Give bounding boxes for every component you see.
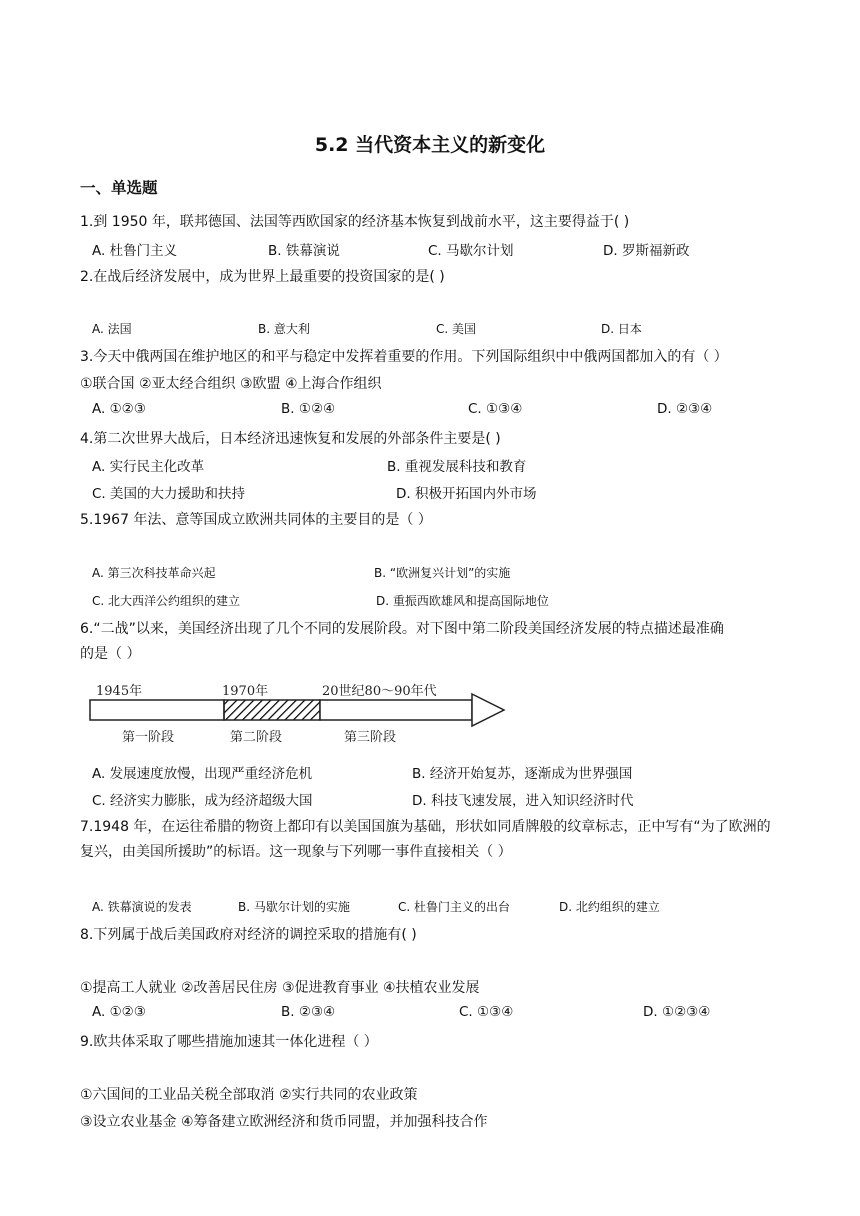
option-b[interactable]: B. 意大利 xyxy=(258,322,310,336)
question-1: 1.到 1950 年，联邦德国、法国等西欧国家的经济基本恢复到战前水平，这主要得益于( ) xyxy=(80,214,630,230)
section-heading: 一、单选题 xyxy=(80,179,158,197)
question-2: 2.在战后经济发展中，成为世界上最重要的投资国家的是( ) xyxy=(80,269,445,285)
question-3-items: ①联合国 ②亚太经合组织 ③欧盟 ④上海合作组织 xyxy=(80,376,382,392)
option-d[interactable]: D. ①②③④ xyxy=(643,1004,711,1020)
option-b[interactable]: B. “欧洲复兴计划”的实施 xyxy=(374,566,511,580)
stage-2-bar xyxy=(224,700,320,720)
option-b[interactable]: B. 铁幕演说 xyxy=(268,243,340,259)
question-9-items-2: ③设立农业基金 ④筹备建立欧洲经济和货币同盟，并加强科技合作 xyxy=(80,1114,488,1130)
option-a[interactable]: A. 杜鲁门主义 xyxy=(92,243,178,259)
option-b[interactable]: B. ①②④ xyxy=(281,401,336,417)
timeline-arrowhead xyxy=(472,694,504,726)
option-c[interactable]: C. 经济实力膨胀，成为经济超级大国 xyxy=(92,793,313,809)
option-d[interactable]: D. 积极开拓国内外市场 xyxy=(396,486,537,502)
option-b[interactable]: B. 经济开始复苏，逐渐成为世界强国 xyxy=(412,766,633,782)
option-c[interactable]: C. ①③④ xyxy=(468,401,523,417)
question-9: 9.欧共体采取了哪些措施加速其一体化进程（ ） xyxy=(80,1034,378,1050)
option-b[interactable]: B. ②③④ xyxy=(281,1004,336,1020)
option-c[interactable]: C. 杜鲁门主义的出台 xyxy=(398,900,511,914)
option-c[interactable]: C. 马歇尔计划 xyxy=(428,243,514,259)
stage-label-1: 第一阶段 xyxy=(122,730,175,745)
option-b[interactable]: B. 重视发展科技和教育 xyxy=(387,459,527,475)
stage-3-bar xyxy=(320,700,472,720)
page-title: 5.2 当代资本主义的新变化 xyxy=(314,134,546,156)
option-a[interactable]: A. ①②③ xyxy=(92,1004,146,1020)
year-label-1945: 1945年 xyxy=(96,684,143,699)
option-c[interactable]: C. 美国 xyxy=(436,322,477,336)
option-d[interactable]: D. 日本 xyxy=(601,322,642,336)
option-a[interactable]: A. 发展速度放慢，出现严重经济危机 xyxy=(92,766,313,782)
question-6: 6.“二战”以来，美国经济出现了几个不同的发展阶段。对下图中第二阶段美国经济发展的特点描述最准确 xyxy=(80,621,724,637)
option-a[interactable]: A. 铁幕演说的发表 xyxy=(92,900,192,914)
stage-label-2: 第二阶段 xyxy=(230,730,283,745)
stage-label-3: 第三阶段 xyxy=(344,730,397,745)
timeline-diagram xyxy=(80,678,520,750)
year-label-1980s: 20世纪80～90年代 xyxy=(322,684,437,699)
option-a[interactable]: A. 第三次科技革命兴起 xyxy=(92,566,216,580)
option-d[interactable]: D. ②③④ xyxy=(657,401,713,417)
question-6-line2: 的是（ ） xyxy=(80,646,141,662)
option-d[interactable]: D. 罗斯福新政 xyxy=(603,243,690,259)
question-8-items: ①提高工人就业 ②改善居民住房 ③促进教育事业 ④扶植农业发展 xyxy=(80,980,480,996)
option-d[interactable]: D. 重振西欧雄风和提高国际地位 xyxy=(376,594,549,608)
option-a[interactable]: A. 实行民主化改革 xyxy=(92,459,205,475)
question-4: 4.第二次世界大战后，日本经济迅速恢复和发展的外部条件主要是( ) xyxy=(80,431,501,447)
option-c[interactable]: C. ①③④ xyxy=(459,1004,514,1020)
stage-1-bar xyxy=(90,700,224,720)
question-7: 7.1948 年，在运往希腊的物资上都印有以美国国旗为基础，形状如同盾牌般的纹章标志，正中写有“为了欧洲的复兴，由美国所援助”的标语。这一现象与下列哪一事件直接相关（ ） xyxy=(80,819,771,860)
option-c[interactable]: C. 美国的大力援助和扶持 xyxy=(92,486,246,502)
question-9-items-1: ①六国间的工业品关税全部取消 ②实行共同的农业政策 xyxy=(80,1087,418,1103)
option-d[interactable]: D. 科技飞速发展，进入知识经济时代 xyxy=(412,793,634,809)
question-3: 3.今天中俄两国在维护地区的和平与稳定中发挥着重要的作用。下列国际组织中中俄两国都加入的有（ ） xyxy=(80,349,728,365)
question-8: 8.下列属于战后美国政府对经济的调控采取的措施有( ) xyxy=(80,927,417,943)
year-label-1970: 1970年 xyxy=(222,684,269,699)
option-b[interactable]: B. 马歇尔计划的实施 xyxy=(238,900,350,914)
option-c[interactable]: C. 北大西洋公约组织的建立 xyxy=(92,594,241,608)
option-d[interactable]: D. 北约组织的建立 xyxy=(559,900,660,914)
option-a[interactable]: A. 法国 xyxy=(92,322,132,336)
option-a[interactable]: A. ①②③ xyxy=(92,401,146,417)
question-5: 5.1967 年法、意等国成立欧洲共同体的主要目的是（ ） xyxy=(80,512,432,528)
